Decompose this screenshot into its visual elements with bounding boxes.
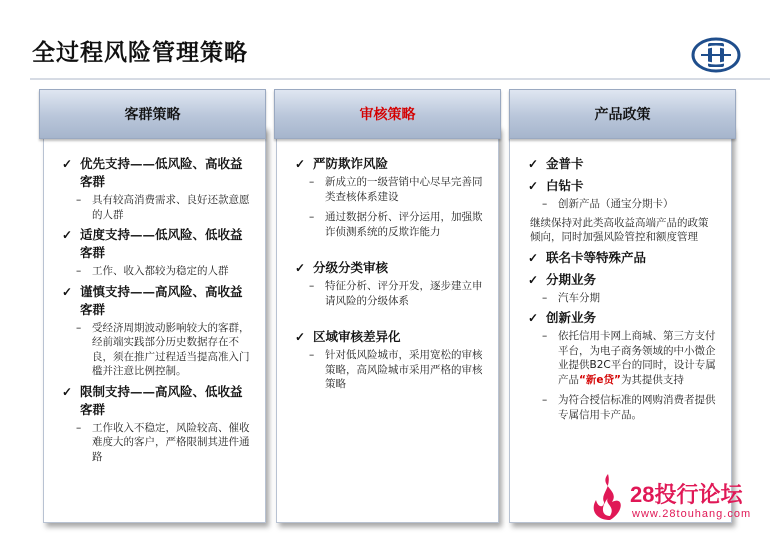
checkmark-icon: ✓	[528, 311, 539, 325]
item-detail: 通过数据分析、评分运用，加强欺诈侦测系统的反欺诈能力	[325, 211, 483, 238]
item-heading: 联名卡等特殊产品	[546, 249, 647, 265]
item-detail-tail: 为其提供支持	[620, 373, 684, 386]
list-item	[528, 177, 717, 245]
item-heading: 分期业务	[546, 271, 597, 287]
checkmark-icon: ✓	[295, 261, 306, 275]
item-detail: 针对低风险城市，采用宽松的审核策略，高风险城市采用严格的审核策略	[325, 349, 483, 390]
checkmark-icon: ✓	[528, 179, 539, 193]
dash-bullet-icon: –	[309, 280, 315, 292]
page-title: 全过程风险管理策略	[32, 40, 248, 66]
checkmark-icon: ✓	[528, 272, 539, 287]
item-heading: 优先支持——低风险、高收益客群	[80, 156, 243, 189]
item-detail: 具有较高消费需求、良好还款意愿的人群	[92, 194, 250, 221]
item-heading: 分级分类审核	[313, 260, 389, 275]
checkmark-icon: ✓	[62, 384, 73, 399]
item-detail: 创新产品（通宝分期卡）	[558, 198, 674, 210]
checkmark-icon: ✓	[295, 330, 306, 344]
dash-bullet-icon: –	[76, 421, 82, 434]
list-item	[528, 309, 717, 422]
review-strategy-panel	[276, 126, 499, 523]
dash-bullet-icon: –	[542, 394, 548, 406]
dash-bullet-icon: –	[76, 321, 82, 334]
item-heading: 创新业务	[546, 310, 597, 325]
list-item	[295, 328, 484, 392]
item-heading: 严防欺诈风险	[313, 156, 389, 171]
item-heading: 适度支持——低风险、低收益客群	[80, 227, 243, 260]
dash-bullet-icon: –	[542, 330, 548, 342]
item-detail: 工作收入不稳定，风险较高、催收难度大的客户，严格限制其进件通路	[92, 421, 250, 463]
dash-bullet-icon: –	[76, 265, 82, 277]
list-item	[295, 259, 484, 308]
column-header-customer-strategy: 客群策略	[39, 89, 266, 139]
dash-bullet-icon: –	[76, 194, 82, 206]
checkmark-icon: ✓	[62, 284, 73, 299]
checkmark-icon: ✓	[528, 250, 539, 265]
dash-bullet-icon: –	[309, 176, 315, 188]
item-detail: 工作、收入都较为稳定的人群	[92, 265, 229, 277]
item-heading: 谨慎支持——高风险、高收益客群	[80, 283, 243, 317]
flame-icon	[590, 472, 626, 522]
forum-watermark	[590, 472, 760, 532]
column-header-review-strategy: 审核策略	[274, 89, 501, 139]
dash-bullet-icon: –	[309, 211, 315, 223]
forum-name: 28投行论坛	[630, 482, 743, 507]
checkmark-icon: ✓	[62, 228, 73, 242]
dash-bullet-icon: –	[542, 291, 548, 304]
list-item	[528, 249, 717, 267]
item-detail: 依托信用卡网上商城、第三方支付平台，为电子商务领域的中小微企业提供B2C平台的同时，设计专属产品	[558, 330, 716, 386]
item-heading: 区域审核差异化	[313, 329, 401, 344]
checkmark-icon: ✓	[62, 157, 73, 171]
list-item	[62, 283, 251, 379]
column-header-product-policy: 产品政策	[509, 89, 736, 139]
bank-logo-icon	[691, 36, 741, 74]
list-item	[528, 271, 717, 306]
item-detail: 为符合授信标准的网购消费者提供专属信用卡产品。	[558, 394, 716, 421]
list-item	[62, 383, 251, 465]
dash-bullet-icon: –	[309, 349, 315, 361]
product-policy-panel	[509, 126, 732, 523]
item-detail: 汽车分期	[558, 291, 600, 304]
highlight-product-name: “新e贷”	[579, 373, 621, 386]
item-heading: 金普卡	[546, 156, 584, 171]
list-item	[62, 155, 251, 222]
item-note: 继续保持对此类高收益高端产品的政策倾向，同时加强风险管控和额度管理	[530, 216, 709, 243]
item-heading: 限制支持——高风险、低收益客群	[80, 383, 243, 417]
list-item	[62, 226, 251, 279]
forum-url: www.28touhang.com	[632, 508, 752, 520]
item-detail: 特征分析、评分开发，逐步建立申请风险的分级体系	[325, 280, 483, 307]
checkmark-icon: ✓	[295, 157, 306, 171]
list-item	[528, 155, 717, 173]
customer-strategy-panel	[43, 126, 266, 523]
list-item	[295, 155, 484, 239]
title-divider	[30, 78, 770, 80]
checkmark-icon: ✓	[528, 157, 539, 171]
item-detail: 受经济周期波动影响较大的客群，经前端实践部分历史数据存在不良，须在推广过程适当提高准入门槛并注意比例控制。	[92, 321, 250, 377]
item-heading: 白钻卡	[546, 178, 584, 193]
dash-bullet-icon: –	[542, 198, 548, 210]
item-detail: 新成立的一级营销中心尽早完善同类查核体系建设	[325, 176, 483, 203]
